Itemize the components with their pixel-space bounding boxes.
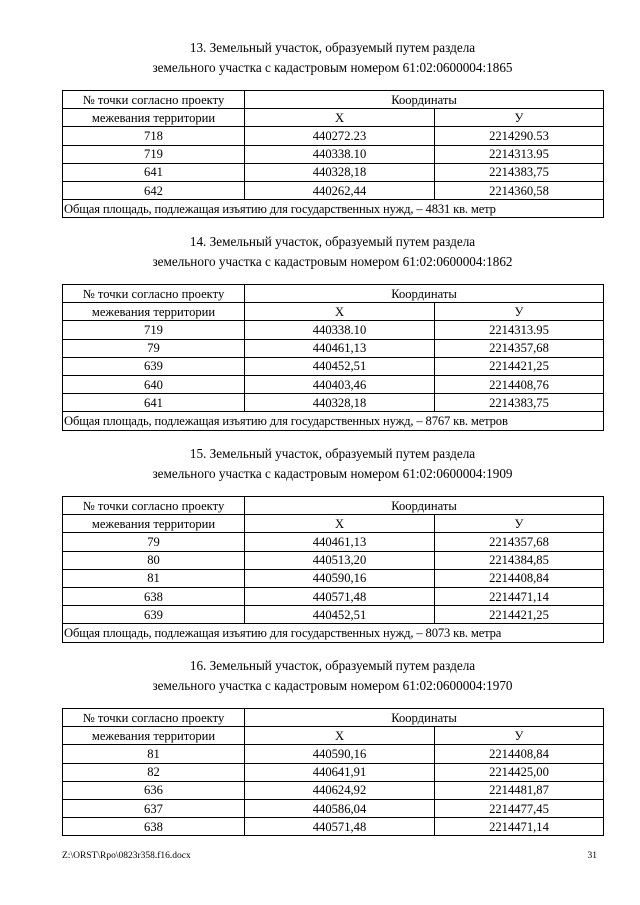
point-cell: 81 (63, 745, 245, 763)
point-cell: 639 (63, 606, 245, 624)
table-row (63, 339, 604, 357)
x-cell: 440571,48 (245, 818, 435, 836)
y-cell: 2214421,25 (435, 606, 604, 624)
x-cell: 440272.23 (245, 127, 435, 145)
x-cell: 440338.10 (245, 145, 435, 163)
section-title-line2: земельного участка с кадастровым номером 61:02:0600004:1909 (152, 466, 513, 481)
point-cell: 641 (63, 163, 245, 181)
point-cell: 719 (63, 321, 245, 339)
point-cell: 638 (63, 587, 245, 605)
point-cell: 636 (63, 781, 245, 799)
table-row (63, 375, 604, 393)
coordinates-table (62, 708, 604, 836)
land-plot-section-16 (62, 656, 603, 836)
point-cell: 640 (63, 375, 245, 393)
table-row (63, 587, 604, 605)
point-cell: 642 (63, 181, 245, 199)
table-row (63, 818, 604, 836)
y-cell: 2214313.95 (435, 145, 604, 163)
point-cell: 641 (63, 394, 245, 412)
point-cell: 82 (63, 763, 245, 781)
land-plot-section-15 (62, 444, 603, 643)
section-title-line2: земельного участка с кадастровым номером 61:02:0600004:1865 (152, 60, 513, 75)
y-cell: 2214425,00 (435, 763, 604, 781)
x-cell: 440590,16 (245, 745, 435, 763)
table-row (63, 163, 604, 181)
total-area-row (63, 624, 604, 642)
table-row (63, 181, 604, 199)
total-area-text: Общая площадь, подлежащая изъятию для государственных нужд, – 8073 кв. метра (63, 624, 604, 642)
point-cell: 79 (63, 339, 245, 357)
y-cell: 2214471,14 (435, 587, 604, 605)
table-row (63, 127, 604, 145)
section-title-line1: 16. Земельный участок, образуемый путем раздела (189, 658, 476, 673)
x-cell: 440590,16 (245, 569, 435, 587)
header-y: У (435, 515, 604, 533)
y-cell: 2214290.53 (435, 127, 604, 145)
point-cell: 718 (63, 127, 245, 145)
header-coordinates: Координаты (245, 497, 604, 515)
y-cell: 2214408,76 (435, 375, 604, 393)
coordinates-table (62, 284, 604, 431)
x-cell: 440452,51 (245, 606, 435, 624)
header-coordinates: Координаты (245, 285, 604, 303)
y-cell: 2214481,87 (435, 781, 604, 799)
header-point-number: № точки согласно проекту (63, 285, 245, 303)
y-cell: 2214357,68 (435, 339, 604, 357)
header-point-number: № точки согласно проекту (63, 709, 245, 727)
coordinates-table (62, 90, 604, 218)
total-area-text: Общая площадь, подлежащая изъятию для государственных нужд, – 8767 кв. метров (63, 412, 604, 430)
point-cell: 719 (63, 145, 245, 163)
header-y: У (435, 303, 604, 321)
total-area-text: Общая площадь, подлежащая изъятию для государственных нужд, – 4831 кв. метр (63, 200, 604, 218)
table-row (63, 145, 604, 163)
y-cell: 2214360,58 (435, 181, 604, 199)
table-row (63, 533, 604, 551)
section-title-line2: земельного участка с кадастровым номером 61:02:0600004:1862 (152, 254, 513, 269)
point-cell: 79 (63, 533, 245, 551)
x-cell: 440513,20 (245, 551, 435, 569)
header-x: Х (245, 109, 435, 127)
header-point-number: № точки согласно проекту (63, 497, 245, 515)
header-x: Х (245, 727, 435, 745)
table-row (63, 606, 604, 624)
table-row (63, 799, 604, 817)
y-cell: 2214477,45 (435, 799, 604, 817)
total-area-row (63, 412, 604, 430)
header-point-number: № точки согласно проекту (63, 91, 245, 109)
header-point-number-cont: межевания территории (63, 303, 245, 321)
page-number: 31 (587, 851, 597, 861)
y-cell: 2214383,75 (435, 163, 604, 181)
header-point-number-cont: межевания территории (63, 727, 245, 745)
y-cell: 2214408,84 (435, 745, 604, 763)
x-cell: 440403,46 (245, 375, 435, 393)
x-cell: 440571,48 (245, 587, 435, 605)
table-row (63, 551, 604, 569)
table-row (63, 394, 604, 412)
table-row (63, 781, 604, 799)
header-y: У (435, 727, 604, 745)
y-cell: 2214421,25 (435, 357, 604, 375)
land-plot-section-14 (62, 232, 603, 431)
y-cell: 2214313.95 (435, 321, 604, 339)
x-cell: 440262,44 (245, 181, 435, 199)
y-cell: 2214384,85 (435, 551, 604, 569)
coordinates-table (62, 496, 604, 643)
total-area-row (63, 200, 604, 218)
table-row (63, 321, 604, 339)
header-point-number-cont: межевания территории (63, 109, 245, 127)
table-row (63, 763, 604, 781)
section-title-line2: земельного участка с кадастровым номером 61:02:0600004:1970 (152, 678, 513, 693)
point-cell: 638 (63, 818, 245, 836)
x-cell: 440328,18 (245, 394, 435, 412)
header-y: У (435, 109, 604, 127)
x-cell: 440624,92 (245, 781, 435, 799)
section-title-line1: 13. Земельный участок, образуемый путем раздела (189, 40, 476, 55)
footer-file-path: Z:\ORST\Rpo\0823r358.f16.docx (62, 851, 191, 861)
header-x: Х (245, 303, 435, 321)
y-cell: 2214383,75 (435, 394, 604, 412)
y-cell: 2214357,68 (435, 533, 604, 551)
x-cell: 440461,13 (245, 339, 435, 357)
x-cell: 440641,91 (245, 763, 435, 781)
point-cell: 639 (63, 357, 245, 375)
section-title-line1: 14. Земельный участок, образуемый путем раздела (189, 234, 476, 249)
table-row (63, 357, 604, 375)
header-point-number-cont: межевания территории (63, 515, 245, 533)
x-cell: 440461,13 (245, 533, 435, 551)
header-x: Х (245, 515, 435, 533)
y-cell: 2214471,14 (435, 818, 604, 836)
section-title-line1: 15. Земельный участок, образуемый путем раздела (189, 446, 476, 461)
x-cell: 440338.10 (245, 321, 435, 339)
land-plot-section-13 (62, 38, 603, 218)
x-cell: 440452,51 (245, 357, 435, 375)
header-coordinates: Координаты (245, 709, 604, 727)
header-coordinates: Координаты (245, 91, 604, 109)
x-cell: 440328,18 (245, 163, 435, 181)
point-cell: 81 (63, 569, 245, 587)
table-row (63, 745, 604, 763)
point-cell: 80 (63, 551, 245, 569)
point-cell: 637 (63, 799, 245, 817)
y-cell: 2214408,84 (435, 569, 604, 587)
x-cell: 440586,04 (245, 799, 435, 817)
table-row (63, 569, 604, 587)
